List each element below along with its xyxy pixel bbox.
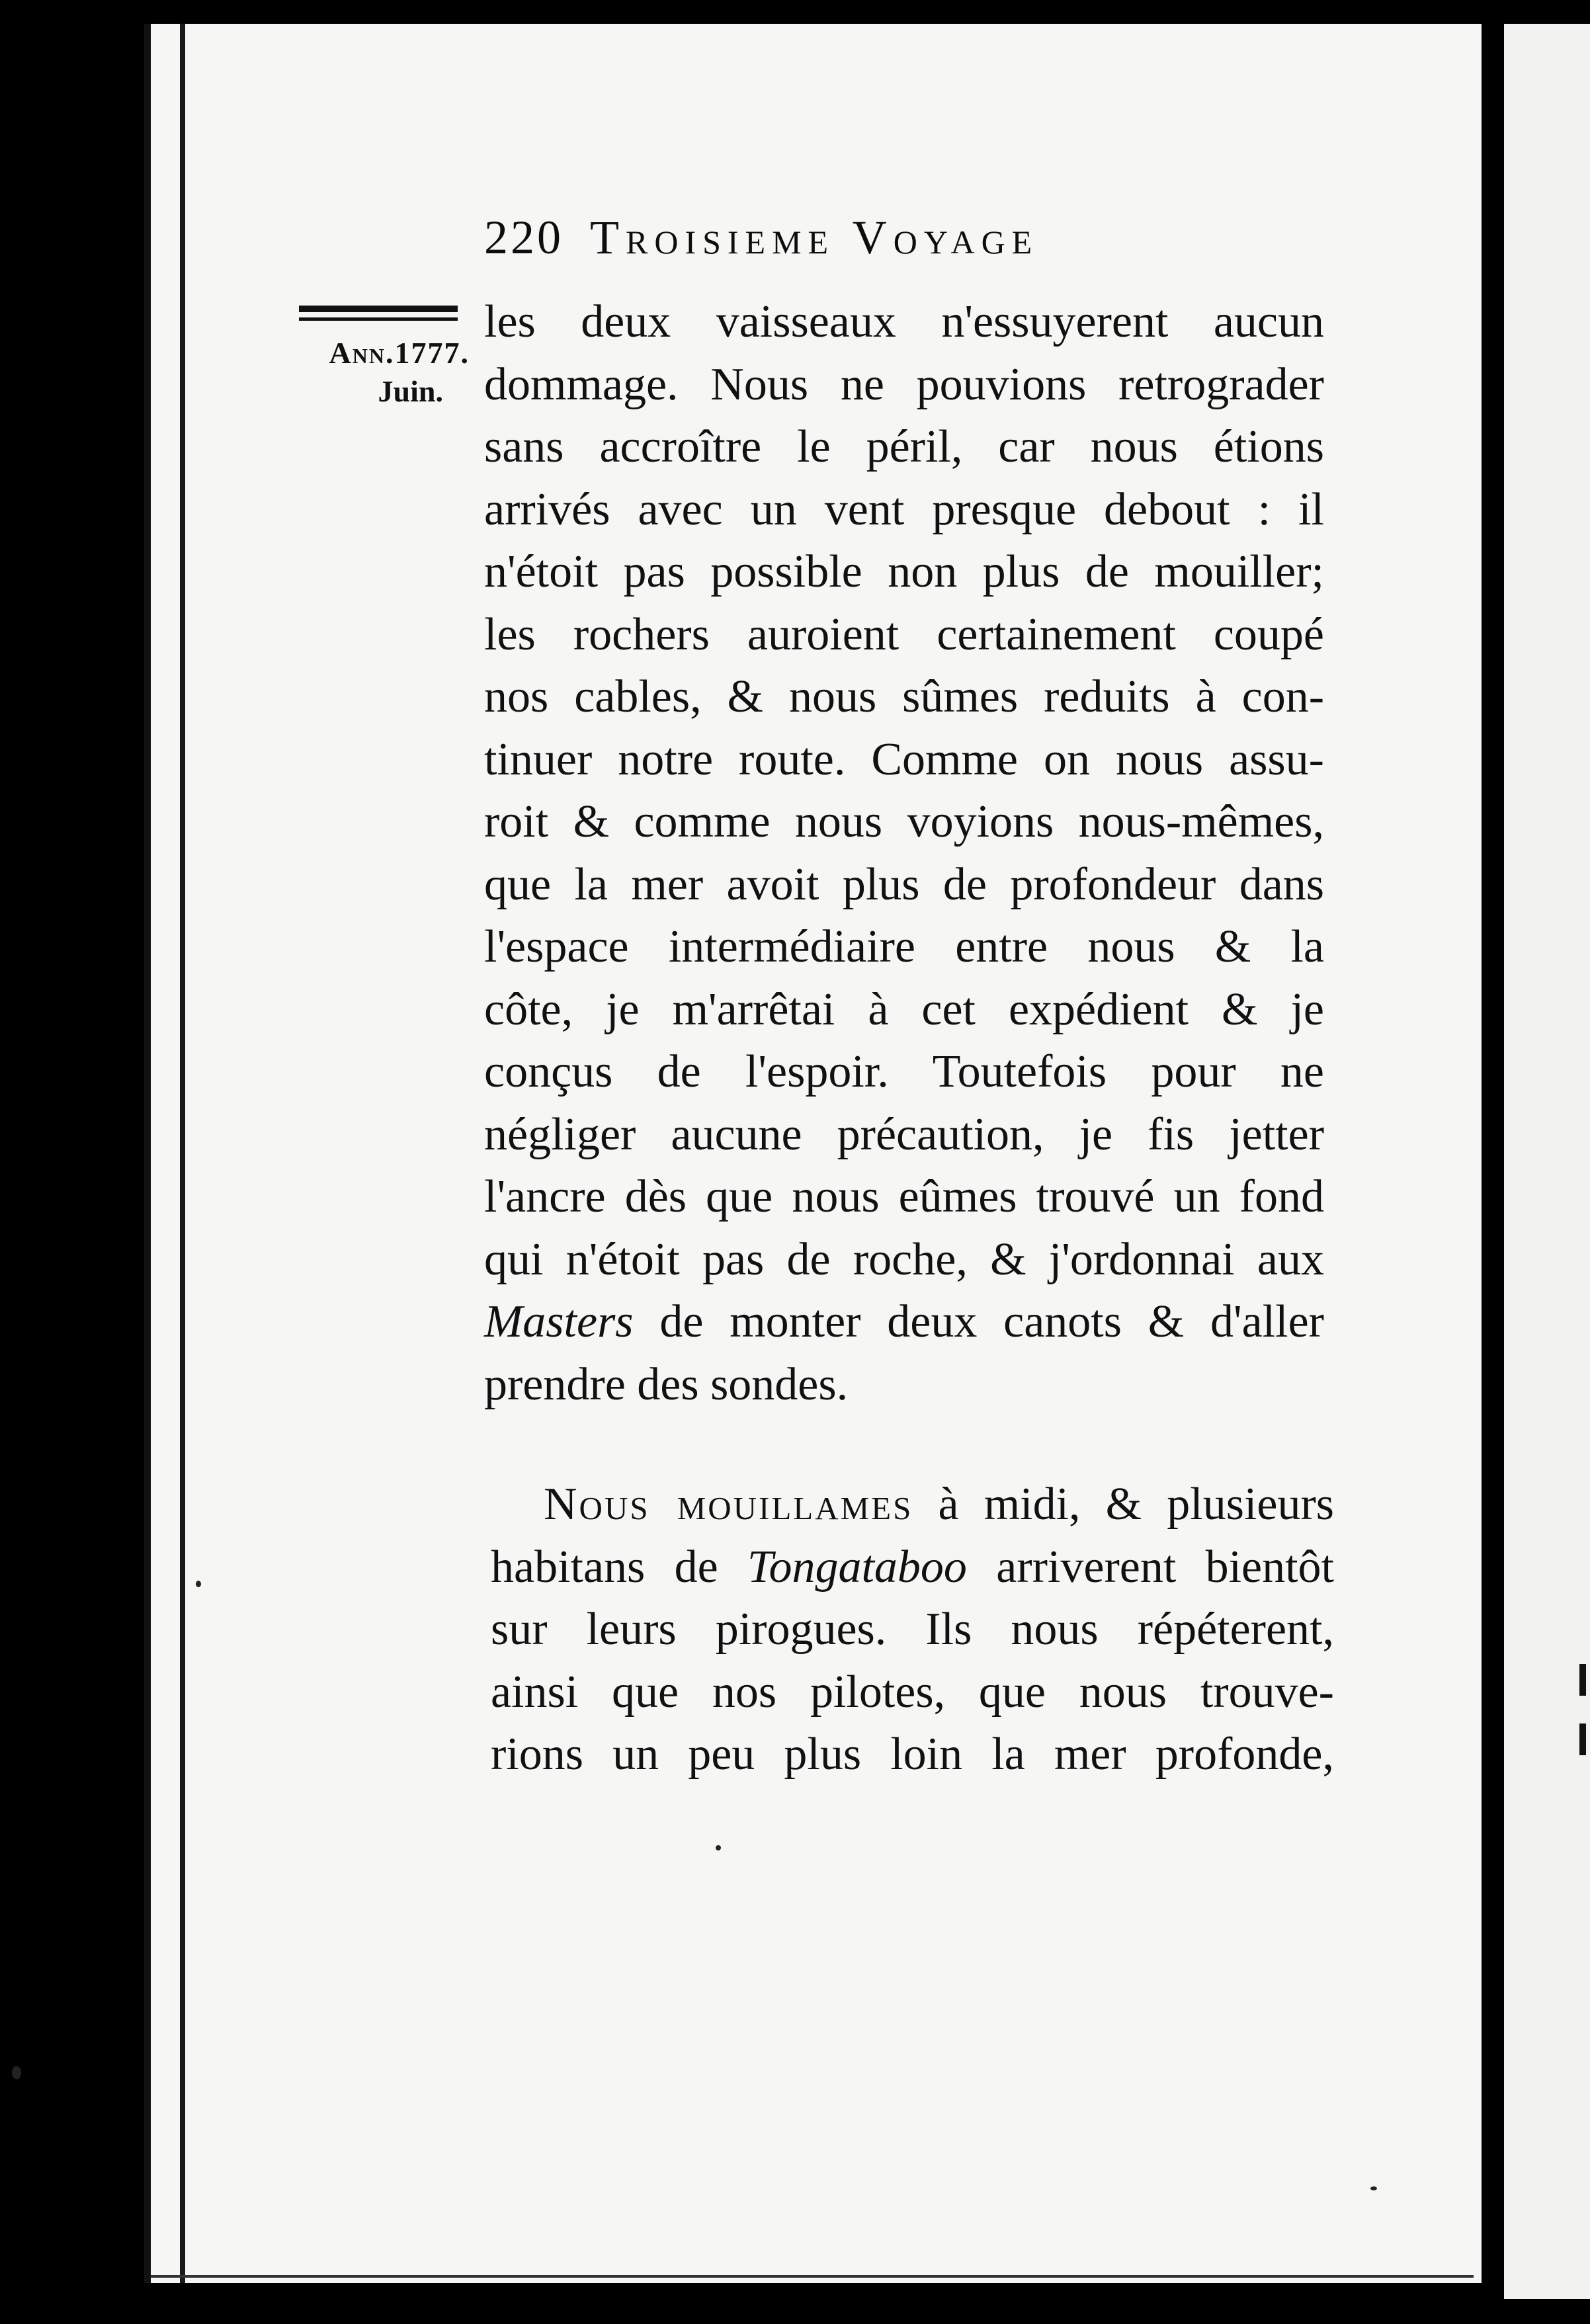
lead-small-caps: Nous mouillames — [544, 1479, 913, 1530]
marginal-note — [291, 334, 470, 411]
scan-speck — [12, 2066, 21, 2079]
text-span: de monter deux canots & d'aller — [633, 1296, 1324, 1347]
text-line: roit & comme nous voyions nous-mêmes, — [484, 796, 1324, 847]
paragraph-2 — [491, 1473, 1334, 1786]
text-span: arriverent bientôt — [966, 1541, 1334, 1593]
scan-speck — [196, 1581, 201, 1587]
page-bottom-edge — [151, 2275, 1474, 2278]
margin-double-rule-bottom — [299, 317, 458, 321]
text-line: rions un peu plus loin la mer profonde, — [491, 1729, 1334, 1780]
text-line: ainsi que nos pilotes, que nous trouve- — [491, 1666, 1334, 1718]
text-span: à midi, & plusieurs — [913, 1479, 1335, 1530]
text-line — [491, 1473, 1334, 1536]
text-line — [491, 1536, 1334, 1599]
text-line: que la mer avoit plus de profondeur dans — [484, 858, 1324, 910]
marginal-year: Ann.1777. — [329, 336, 470, 370]
italic-word: Masters — [484, 1296, 634, 1347]
text-line: négliger aucune précaution, je fis jetter — [484, 1108, 1324, 1160]
adjacent-page-edge — [1504, 24, 1590, 2299]
running-head — [484, 210, 1324, 283]
text-line: les deux vaisseaux n'essuyerent aucun — [484, 296, 1324, 347]
adjacent-page-mark — [1579, 1664, 1586, 1696]
text-line: nos cables, & nous sûmes reduits à con- — [484, 671, 1324, 722]
italic-place-name: Tongataboo — [747, 1541, 967, 1593]
text-line: les rochers auroient certainement coupé — [484, 608, 1324, 660]
text-line: tinuer notre route. Comme on nous assu- — [484, 733, 1324, 785]
running-title: Troisieme Voyage — [590, 211, 1039, 264]
text-line: côte, je m'arrêtai à cet expédient & je — [484, 983, 1324, 1035]
scan-speck — [1370, 2186, 1377, 2190]
text-line: l'espace intermédiaire entre nous & la — [484, 921, 1324, 972]
text-line: arrivés avec un vent presque debout : il — [484, 483, 1324, 535]
text-span: habitans de — [491, 1541, 747, 1593]
paragraph-1 — [484, 291, 1324, 1416]
text-line: dommage. Nous ne pouvions retrograder — [484, 358, 1324, 410]
adjacent-page-mark — [1579, 1723, 1586, 1755]
margin-double-rule-top — [299, 306, 458, 312]
text-line: sur leurs pirogues. Ils nous répéterent, — [491, 1604, 1334, 1655]
text-line: sans accroître le péril, car nous étions — [484, 421, 1324, 472]
page-number: 220 — [484, 211, 564, 264]
text-line: prendre des sondes. — [484, 1358, 849, 1410]
text-line — [484, 1291, 1324, 1354]
scan-speck — [716, 1845, 721, 1850]
text-line: qui n'étoit pas de roche, & j'ordonnai aux — [484, 1233, 1324, 1285]
marginal-month: Juin. — [378, 374, 443, 408]
text-line: l'ancre dès que nous eûmes trouvé un fond — [484, 1171, 1324, 1222]
text-line: n'étoit pas possible non plus de mouiller; — [484, 546, 1324, 597]
page-gutter-edge — [180, 24, 185, 2283]
text-line: conçus de l'espoir. Toutefois pour ne — [484, 1046, 1324, 1097]
